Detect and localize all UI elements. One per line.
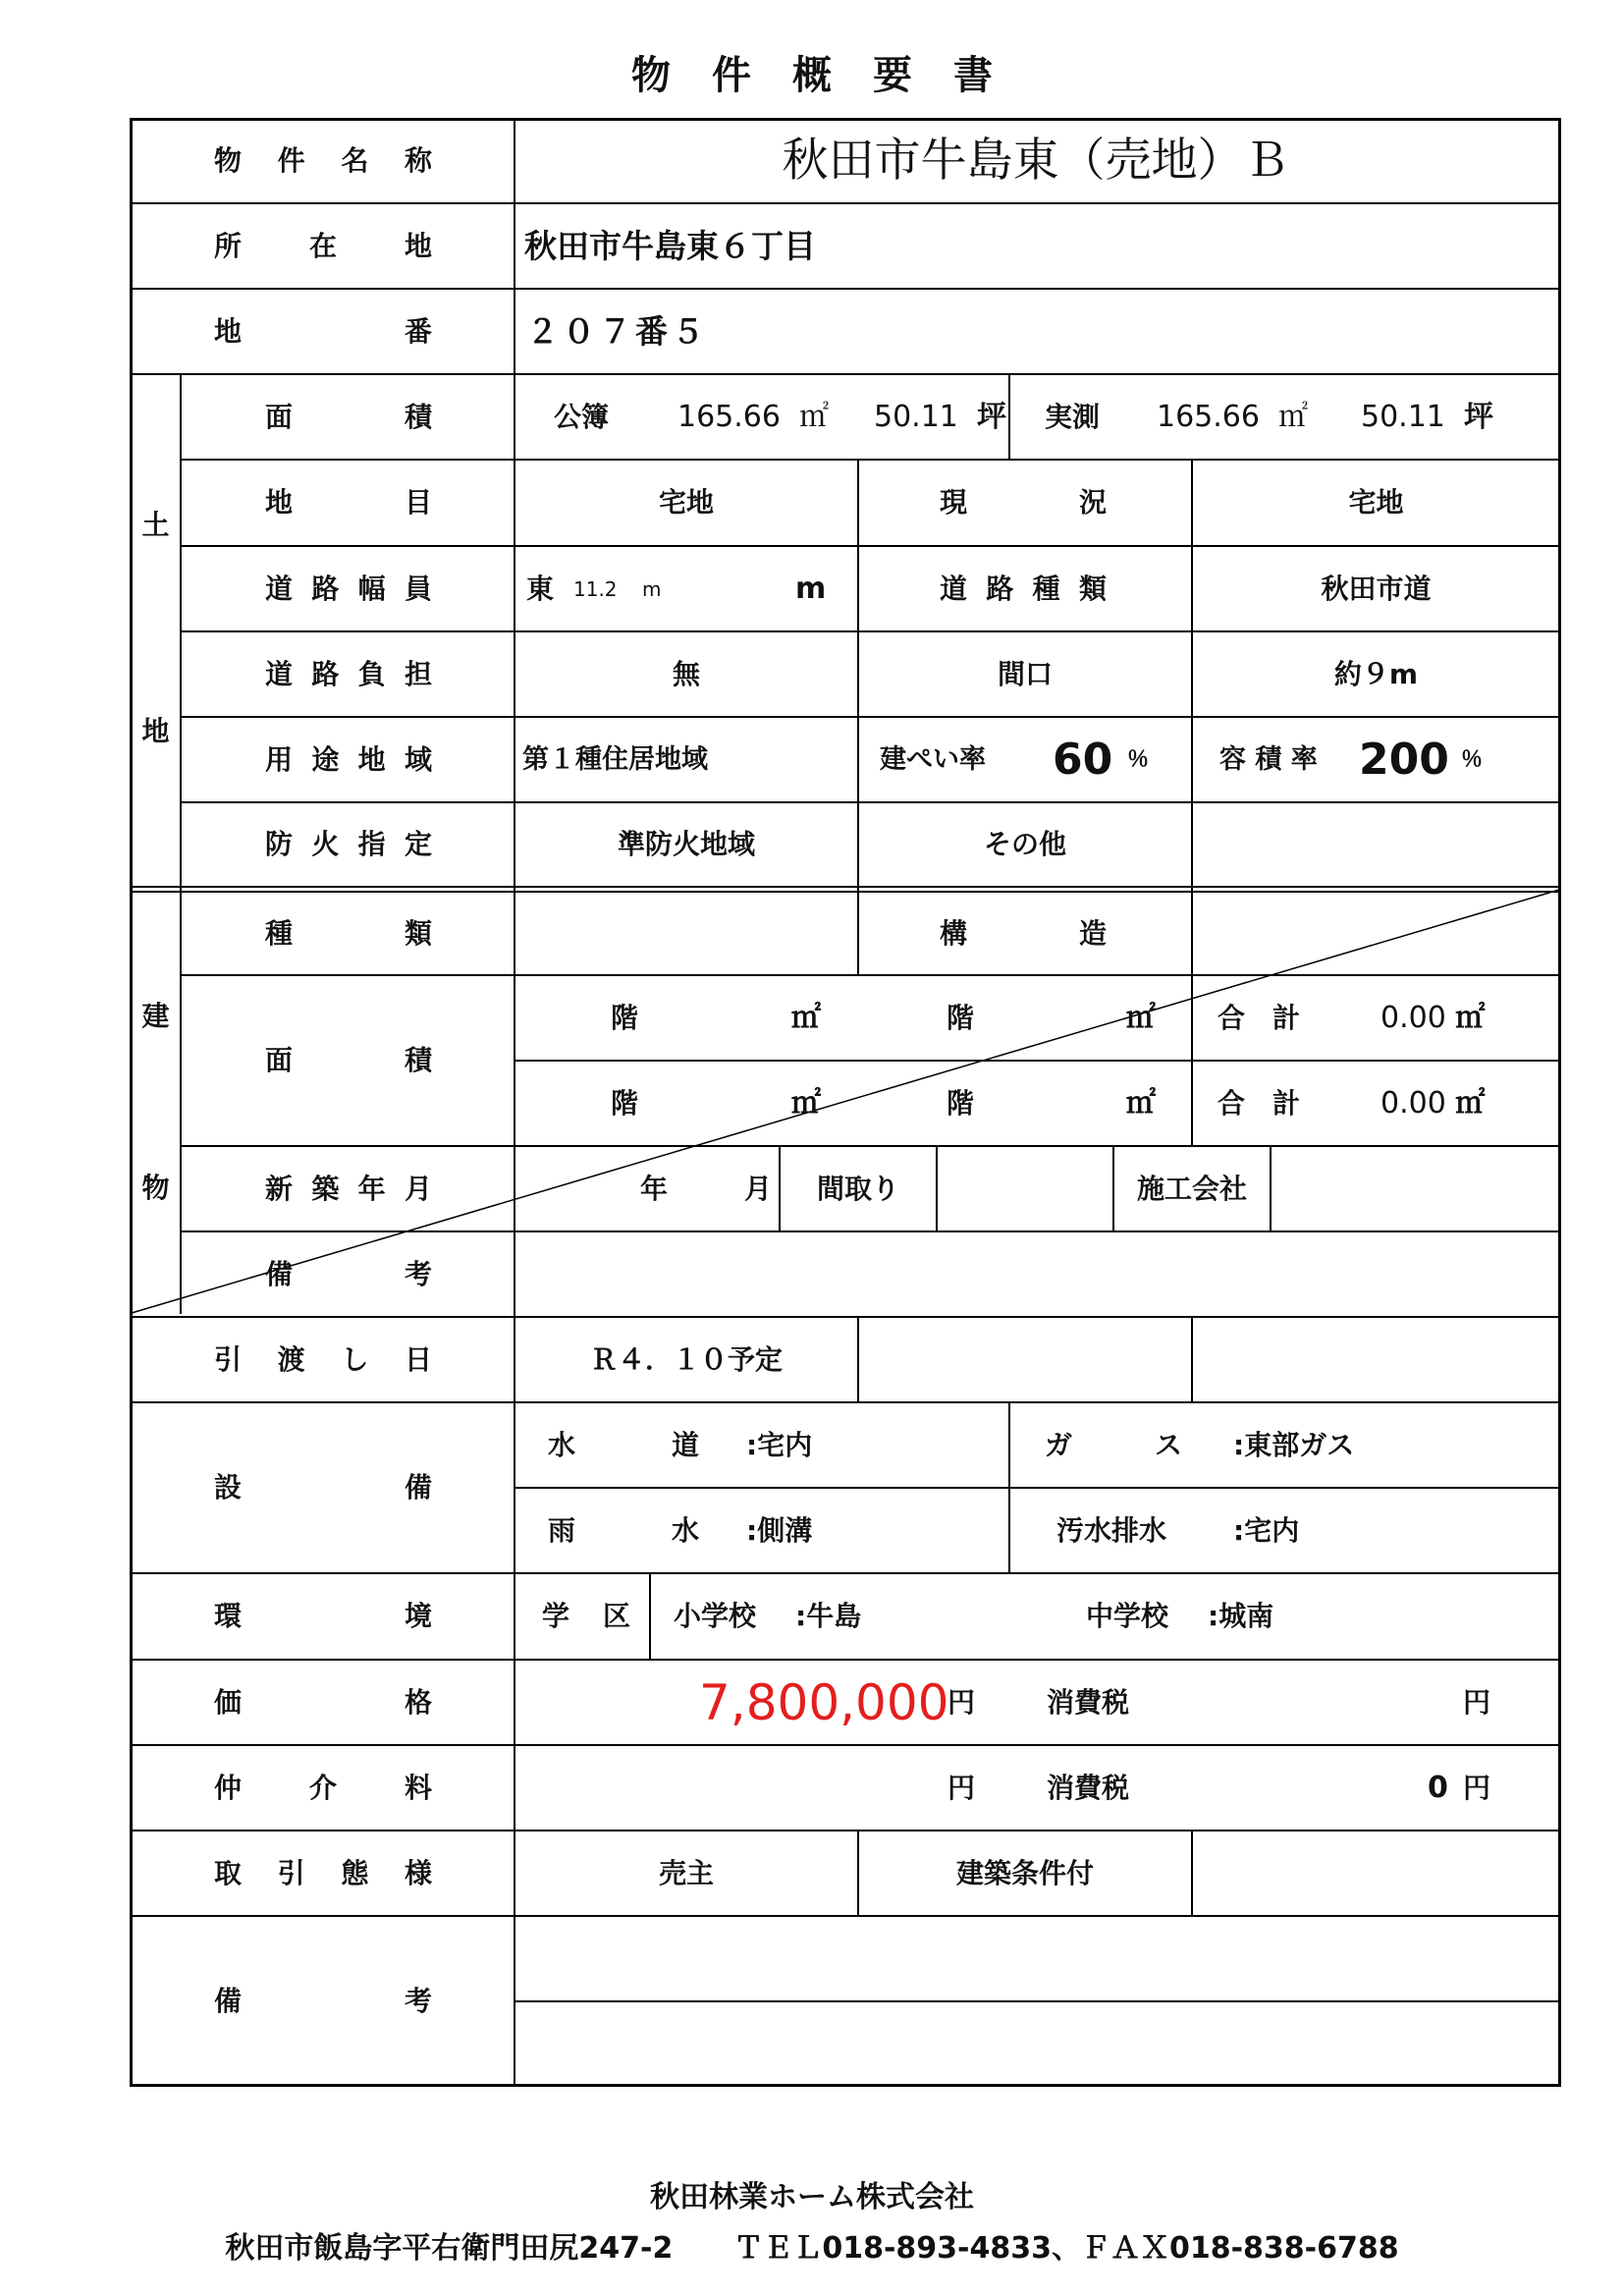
floor-area-unit: ㎡ — [791, 1000, 821, 1035]
registry-area-tsubo: 50.11 坪 — [874, 399, 1006, 434]
registry-area-label: 公簿 — [554, 400, 610, 433]
company-address: 秋田市飯島字平右衛門田尻247-2 — [225, 2231, 674, 2266]
frontage-label: 間口 — [997, 657, 1053, 690]
fire-zone-value: 準防火地域 — [617, 828, 755, 860]
built-month-label: 月 — [744, 1172, 773, 1205]
building-side-label-bottom: 物 — [141, 1172, 170, 1204]
transaction-condition: 建築条件付 — [955, 1856, 1094, 1889]
total-label: 合 計 — [1218, 1086, 1300, 1120]
road-width-unit: m — [795, 571, 827, 606]
road-width-label: 道 路 幅 員 — [265, 572, 432, 605]
total-label: 合 計 — [1218, 1001, 1300, 1034]
built-year-label: 年 — [640, 1172, 669, 1205]
coverage-ratio-label: 建ぺい率 — [880, 744, 986, 775]
frontage-value: 約９m — [1333, 657, 1419, 690]
commission-label: 仲 介 料 — [214, 1771, 432, 1804]
road-type-label: 道 路 種 類 — [940, 572, 1107, 605]
registry-area-m2: 165.66 ㎡ — [677, 399, 830, 434]
floor-label: 階 — [947, 1001, 975, 1034]
floor-area-ratio-label: 容 積 率 — [1219, 744, 1318, 775]
road-burden-value: 無 — [672, 657, 700, 690]
rain-water-value: :側溝 — [746, 1513, 813, 1547]
land-category-label: 地 目 — [265, 486, 432, 519]
rain-water-label: 雨 水 — [548, 1513, 699, 1547]
company-name: 秋田林業ホーム株式会社 — [650, 2180, 974, 2214]
water-label: 水 道 — [548, 1428, 699, 1461]
location-value: 秋田市牛島東６丁目 — [524, 227, 816, 265]
sewage-label: 汚水排水 — [1056, 1513, 1167, 1547]
current-status-value: 宅地 — [1348, 486, 1404, 519]
zoning-value: 第１種住居地域 — [522, 744, 708, 775]
junior-high-value: :城南 — [1208, 1600, 1274, 1632]
commission-tax-yen: 円 — [1463, 1771, 1491, 1804]
coverage-ratio-unit: ％ — [1127, 746, 1150, 772]
gas-label: ガ ス — [1045, 1428, 1182, 1461]
transaction-label: 取 引 態 様 — [214, 1856, 432, 1889]
road-width-direction: 東 — [526, 572, 555, 605]
current-status-label: 現 況 — [940, 486, 1107, 519]
commission-tax-label: 消費税 — [1047, 1771, 1130, 1804]
floor-label: 階 — [947, 1086, 975, 1120]
company-address-contact — [0, 2227, 1624, 2270]
transaction-value: 売主 — [658, 1856, 714, 1889]
elementary-school-label: 小学校 — [674, 1600, 757, 1632]
land-side-label-top: 土 — [141, 509, 170, 541]
floor-area-ratio-unit: ％ — [1461, 746, 1484, 772]
price-yen: 円 — [947, 1685, 976, 1719]
water-value: :宅内 — [746, 1428, 813, 1461]
road-width-value: 11.2 m — [573, 576, 662, 601]
school-district-label: 学 区 — [542, 1600, 630, 1632]
building-side-label-top: 建 — [141, 1000, 170, 1032]
junior-high-label: 中学校 — [1086, 1600, 1169, 1632]
total-area-value: 0.00 ㎡ — [1380, 1000, 1486, 1035]
road-type-value: 秋田市道 — [1321, 572, 1432, 605]
gas-value: :東部ガス — [1233, 1428, 1355, 1461]
zoning-label: 用 途 地 域 — [265, 742, 432, 776]
document-title: 物件概要書 — [631, 53, 1034, 98]
company-contact: ＴＥＬ018-893-4833、ＦＡＸ018-838-6788 — [733, 2231, 1399, 2266]
building-structure-label: 構 造 — [940, 916, 1107, 950]
commission-yen: 円 — [947, 1771, 976, 1804]
lot-number-label: 地 番 — [214, 314, 432, 348]
price-tax-label: 消費税 — [1047, 1685, 1130, 1719]
fire-zone-label: 防 火 指 定 — [265, 828, 432, 860]
road-burden-label: 道 路 負 担 — [265, 657, 432, 690]
price-tax-yen: 円 — [1463, 1685, 1491, 1719]
building-area-label: 面 積 — [265, 1044, 432, 1076]
layout-label: 間取り — [816, 1172, 899, 1205]
building-type-label: 種 類 — [265, 916, 432, 950]
floor-area-unit: ㎡ — [1126, 1000, 1156, 1035]
built-date-label: 新 築 年 月 — [265, 1172, 432, 1205]
elementary-school-value: :牛島 — [795, 1600, 862, 1632]
survey-area-tsubo: 50.11 坪 — [1361, 399, 1493, 434]
property-name-label: 物 件 名 称 — [214, 143, 432, 177]
floor-label: 階 — [611, 1001, 639, 1034]
floor-area-unit: ㎡ — [1126, 1085, 1156, 1121]
land-side-label-bottom: 地 — [141, 715, 170, 747]
total-area-value: 0.00 ㎡ — [1380, 1085, 1486, 1121]
building-notes-label: 備 考 — [265, 1257, 432, 1290]
commission-tax-value: 0 — [1428, 1770, 1448, 1805]
floor-label: 階 — [611, 1086, 639, 1120]
land-category-value: 宅地 — [658, 486, 714, 519]
sewage-value: :宅内 — [1233, 1513, 1300, 1547]
price-value: 7,800,000 — [699, 1673, 949, 1731]
fire-zone-other: その他 — [983, 828, 1066, 860]
coverage-ratio-value: 60 — [1053, 734, 1113, 785]
land-area-label: 面 積 — [265, 400, 432, 433]
lot-number-value: ２０７番５ — [526, 312, 708, 351]
property-name-value: 秋田市牛島東（売地）Ｂ — [782, 134, 1290, 188]
handover-value: Ｒ４．１０予定 — [589, 1342, 783, 1376]
handover-label: 引 渡 し 日 — [214, 1342, 432, 1376]
floor-area-unit: ㎡ — [791, 1085, 821, 1121]
survey-area-m2: 165.66 ㎡ — [1157, 399, 1309, 434]
environment-label: 環 境 — [214, 1600, 432, 1632]
floor-area-ratio-value: 200 — [1359, 734, 1449, 785]
price-label: 価 格 — [214, 1685, 432, 1719]
survey-area-label: 実測 — [1045, 400, 1101, 433]
builder-label: 施工会社 — [1136, 1172, 1247, 1205]
facilities-label: 設 備 — [214, 1471, 432, 1503]
remarks-label: 備 考 — [214, 1985, 432, 2017]
location-label: 所 在 地 — [214, 229, 432, 262]
